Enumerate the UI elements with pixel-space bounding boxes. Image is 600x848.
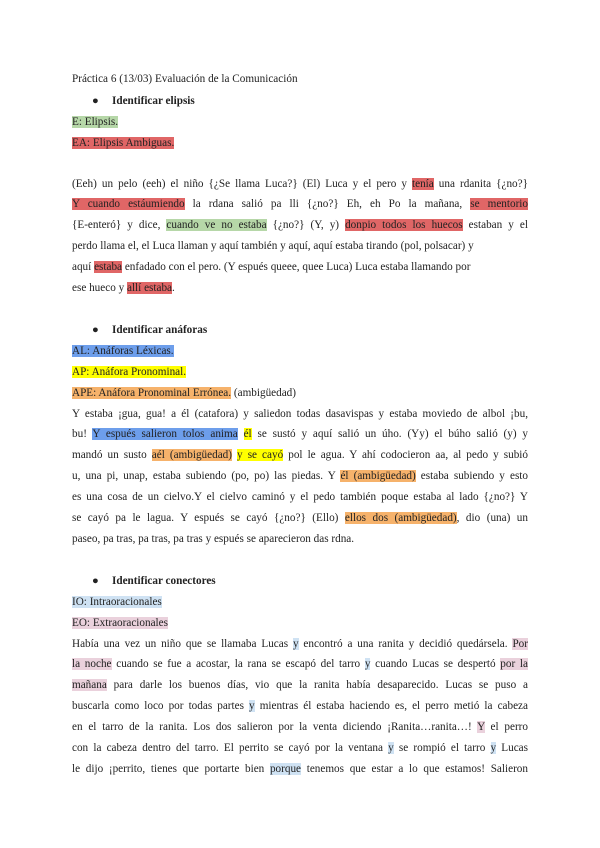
text-segment: estaban y el [462,219,528,231]
highlighted-text: y [388,742,394,754]
legend-elipsis-ambigua [72,135,174,151]
text-segment: Identificar anáforas [112,324,208,336]
text-segment: ese hueco y [72,282,127,294]
document-title: Práctica 6 (13/03) Evaluación de la Comunicación [72,73,298,85]
paragraph-line [72,468,528,484]
text-segment: tenemos que estar a lo que estamos! Salieron [301,763,528,775]
paragraph-line [72,636,528,652]
text-segment: mientras él estaba haciendo es, el perro metió la cabeza [254,700,528,712]
highlighted-text: Y espués salieron tolos anima [92,428,238,440]
text-segment: se cayó pa le lagua. Y espués se cayó {¿no?} (Ello) [72,512,345,524]
text-segment: Lucas [496,742,528,754]
text-segment: es una cosa de un cielvo.Y el cielvo caminó y el pedo también poque estaba al lado {¿no?} Y [72,491,528,503]
paragraph-line [72,447,528,463]
text-segment: paseo, pa tras, pa tras, pa tras y espués se aparecieron das rdna. [72,533,355,545]
text-segment: con la cabeza dentro del tarro. El perrito se cayó por la ventana [72,742,389,754]
text-segment: una rdanita {¿no?} [433,178,528,190]
highlighted-text: Y cuando estáumiendo [72,198,185,210]
heading-conectores [92,573,216,589]
highlighted-text: EO: Extraoracionales [72,617,168,629]
highlighted-text: porque [269,763,302,775]
paragraph-line [72,217,528,233]
paragraph-line [72,531,354,547]
paragraph-line [72,259,470,275]
text-segment: cuando Lucas se despertó [370,658,501,670]
paragraph-line [72,719,528,735]
highlighted-text: EA: Elipsis Ambiguas. [72,137,175,149]
heading-elipsis [92,93,195,109]
legend-anafora-erronea [72,385,296,401]
text-segment: Identificar conectores [112,575,216,587]
text-segment: enfadado con el pero. (Y espués queee, quee Luca) Luca estaba llamando por [122,261,471,273]
paragraph-line [72,510,528,526]
paragraph-line [72,406,528,422]
text-segment: el perro [484,721,528,733]
text-segment: (ambigüedad) [231,387,297,399]
legend-elipsis [72,114,118,130]
legend-anafora-lexica [72,343,174,359]
text-segment: , dio (una) un [456,512,528,524]
bullet-icon: ● [92,324,99,336]
highlighted-text: y [292,638,299,650]
paragraph-line [72,176,528,192]
text-segment: aquí [72,261,95,273]
text-segment: buscarla como loco por todas partes [72,700,250,712]
paragraph-line [72,761,528,777]
text-segment: estaba subiendo y esto [415,470,528,482]
paragraph-line [72,196,528,212]
text-segment: (Eeh) un pelo (eeh) el niño {¿Se llama Luca?} (El) Luca y el pero y [72,178,412,190]
highlighted-text: IO: Intraoracionales [72,596,162,608]
heading-anaforas [92,322,207,338]
highlighted-text: él [243,428,252,440]
highlighted-text: por la [500,658,528,670]
text-segment: le dijo ¡perrito, tienes que portarte bien [72,763,270,775]
text-segment: en el tarro de la ranita. Los dos salieron por la venta diciendo ¡Ranita…ranita…! [72,721,478,733]
highlighted-text: y [249,700,255,712]
highlighted-text: AL: Anáforas Léxicas. [72,345,174,357]
text-segment: . [172,282,175,294]
highlighted-text: E: Elipsis. [72,116,118,128]
highlighted-text: donpio todos los huecos [345,219,463,231]
text-segment: Y estaba ¡gua, gua! a él (catafora) y saliedon todas dasavispas y estaba moviedo de albol ¡bu, [72,408,528,420]
highlighted-text: tenía [412,178,434,190]
highlighted-text: cuando ve no estaba [166,219,267,231]
paragraph-line [72,698,528,714]
highlighted-text: APE: Anáfora Pronominal Errónea. [72,387,232,399]
text-segment: encontró a una ranita y decidió quedársela. [298,638,513,650]
highlighted-text: Por [512,638,528,650]
text-segment: {¿no?} (Y, y) [266,219,346,231]
highlighted-text: y [490,742,497,754]
text-segment: se rompió el tarro [393,742,491,754]
highlighted-text: aél (ambigüedad) [151,449,232,461]
legend-anafora-pronominal [72,364,186,380]
highlighted-text: la noche [72,658,112,670]
highlighted-text: se mentorio [470,198,529,210]
highlighted-text: estaba [94,261,123,273]
paragraph-line [72,238,474,254]
text-segment: la rdana salió pa lli {¿no?} Eh, eh Po la mañana, [184,198,471,210]
text-segment: bu! [72,428,93,440]
paragraph-line [72,426,528,442]
legend-intraoracionales [72,594,162,610]
highlighted-text: Y [477,721,485,733]
text-segment: Había una vez un niño que se llamaba Lucas [72,638,293,650]
paragraph-line [72,740,528,756]
text-segment: mandó un susto [72,449,152,461]
text-segment: {E-enteró} y dice, [72,219,167,231]
text-segment: u, una pi, unap, estaba subiendo (po, po) las piedas. Y [72,470,341,482]
highlighted-text: él (ambigüedad) [340,470,416,482]
highlighted-text: y [364,658,371,670]
bullet-icon: ● [92,575,99,587]
highlighted-text: mañana [72,679,107,691]
highlighted-text: ellos dos (ambigüedad) [344,512,457,524]
text-segment: Identificar elipsis [112,95,195,107]
text-segment: para darle los buenos días, vio que la ranita había desaparecido. Lucas se puso a [106,679,528,691]
highlighted-text: y se cayó [237,449,284,461]
text-segment: se sustó y aquí salió un úho. (Yy) el búho salió (y) y [251,428,529,440]
text-segment: perdo llama el, el Luca llaman y aquí también y aquí, aquí estaba tirando (pol, polsacar) y [72,240,474,252]
text-segment: cuando se fue a acostar, la rana se escapó del tarro [111,658,365,670]
text-segment [238,428,244,440]
bullet-icon: ● [92,95,99,107]
paragraph-line [72,656,528,672]
highlighted-text: allí estaba [126,282,173,294]
paragraph-line [72,280,175,296]
legend-extraoracionales [72,615,168,631]
paragraph-line [72,677,528,693]
highlighted-text: AP: Anáfora Pronominal. [72,366,187,378]
paragraph-line [72,489,528,505]
text-segment: pol le agua. Y ahí codocieron aa, al pedo y subió [283,449,528,461]
